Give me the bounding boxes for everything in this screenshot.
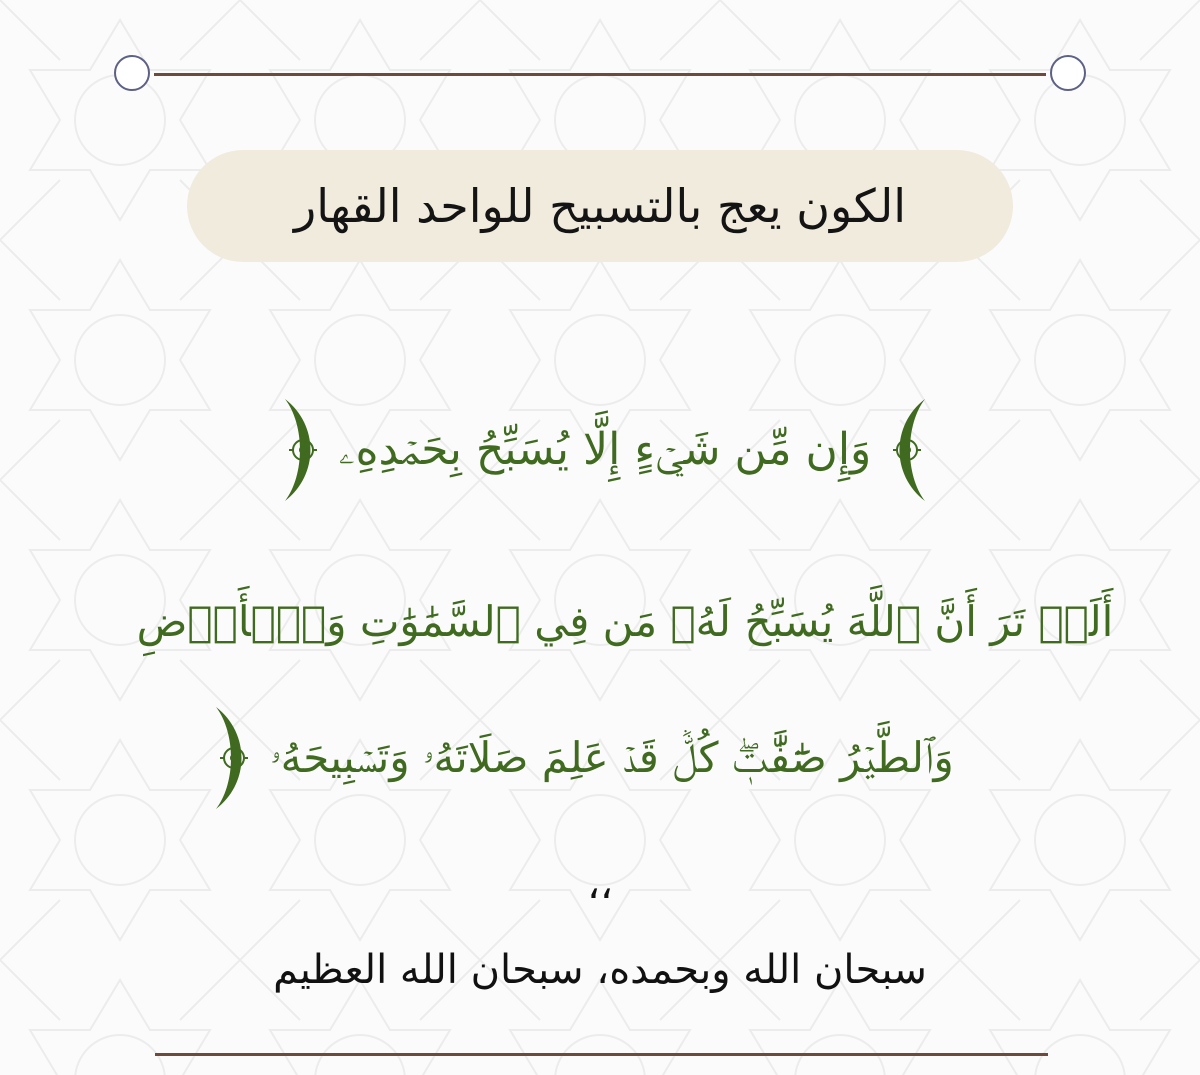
verse-text: وَإِن مِّن شَيۡءٍ إِلَّا يُسَبِّحُ بِحَمۡدِهِۦ bbox=[338, 423, 872, 475]
verse-line-3 bbox=[160, 703, 1010, 813]
quote-mark: ،، bbox=[587, 862, 613, 908]
crescent-flower-bracket-icon bbox=[202, 703, 256, 813]
closing-dhikr: سبحان الله وبحمده، سبحان الله العظيم bbox=[273, 947, 927, 993]
verse-line-1 bbox=[215, 392, 995, 507]
crescent-flower-bracket-icon bbox=[271, 395, 325, 505]
circle-outline-icon bbox=[114, 55, 150, 91]
circle-outline-icon bbox=[1050, 55, 1086, 91]
crescent-flower-bracket-icon bbox=[885, 395, 939, 505]
page-title: الكون يعج بالتسبيح للواحد القهار bbox=[294, 179, 906, 233]
title-banner bbox=[187, 150, 1013, 262]
bottom-divider bbox=[155, 1053, 1048, 1056]
top-divider-line bbox=[154, 73, 1046, 76]
verse-line-2 bbox=[136, 567, 1114, 677]
verse-text: وَٱلطَّيۡرُ صَٰٓفَّٰتٖۖ كُلّٞ قَدۡ عَلِمَ صَلَاتَهُۥ وَتَسۡبِيحَهُۥ bbox=[270, 733, 954, 782]
verse-text: أَلَمۡ تَرَ أَنَّ ٱللَّهَ يُسَبِّحُ لَهُۥ مَن فِي ٱلسَّمَٰوَٰتِ وَٱلۡأَرۡضِ bbox=[136, 597, 1114, 646]
top-divider bbox=[114, 55, 1086, 95]
